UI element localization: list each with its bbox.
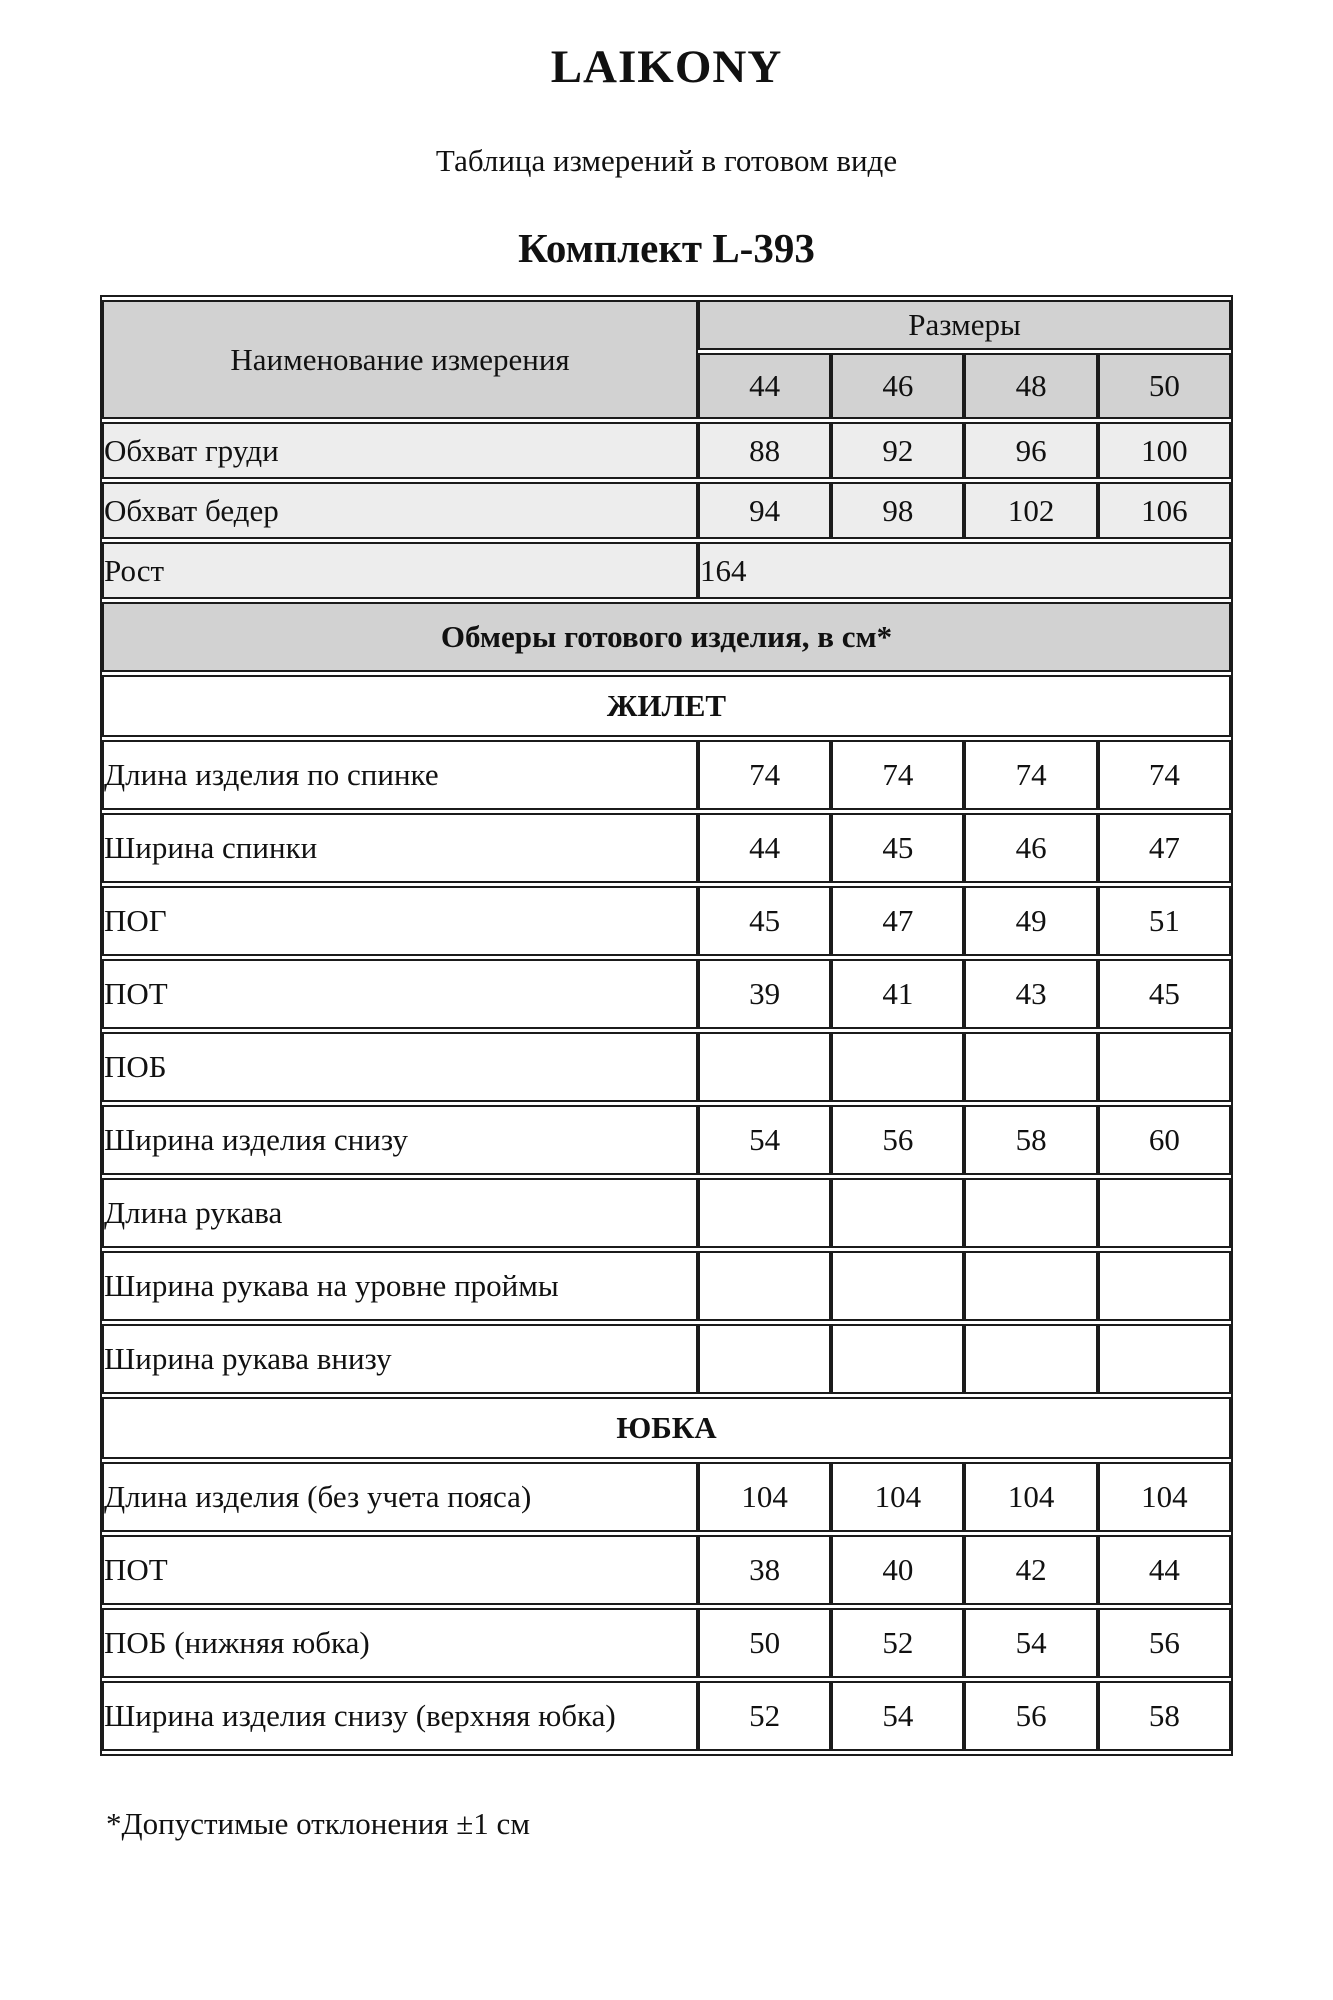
size-value [1098, 1324, 1231, 1394]
size-value [831, 1178, 964, 1248]
product-title: Комплект L-393 [518, 225, 815, 271]
size-value: 45 [698, 886, 831, 956]
section-row-vest [102, 675, 1231, 737]
size-value: 56 [964, 1681, 1097, 1751]
size-value: 58 [964, 1105, 1097, 1175]
table-row [102, 1535, 1231, 1605]
table-row [102, 1032, 1231, 1102]
size-value: 45 [1098, 959, 1231, 1029]
size-value [964, 1032, 1097, 1102]
size-value: 96 [964, 422, 1097, 479]
size-value: 42 [964, 1535, 1097, 1605]
size-value: 52 [831, 1608, 964, 1678]
size-value [831, 1324, 964, 1394]
row-label: ПОТ [102, 1535, 698, 1605]
size-value [831, 1032, 964, 1102]
row-label: Ширина изделия снизу (верхняя юбка) [102, 1681, 698, 1751]
table-row [102, 1251, 1231, 1321]
brand-title: LAIKONY [550, 41, 783, 93]
size-value [698, 1251, 831, 1321]
row-label: Обхват груди [102, 422, 698, 479]
merged-height-value: 164 [698, 542, 1231, 599]
table-row [102, 813, 1231, 883]
section-title: ЮБКА [102, 1397, 1231, 1459]
size-value: 104 [964, 1462, 1097, 1532]
row-label: ПОБ (нижняя юбка) [102, 1608, 698, 1678]
size-value: 98 [831, 482, 964, 539]
row-label: Длина рукава [102, 1178, 698, 1248]
size-value: 60 [1098, 1105, 1231, 1175]
size-value: 44 [698, 813, 831, 883]
size-value: 74 [831, 740, 964, 810]
row-label: Обхват бедер [102, 482, 698, 539]
size-value: 54 [698, 1105, 831, 1175]
row-label: Ширина изделия снизу [102, 1105, 698, 1175]
size-value: 54 [831, 1681, 964, 1751]
size-value: 52 [698, 1681, 831, 1751]
size-value: 51 [1098, 886, 1231, 956]
size-value: 106 [1098, 482, 1231, 539]
size-header-44: 44 [698, 353, 831, 419]
size-value [698, 1032, 831, 1102]
sizes-group-header: Размеры [698, 300, 1231, 350]
measurement-table [100, 295, 1233, 1756]
size-value: 47 [831, 886, 964, 956]
size-value: 45 [831, 813, 964, 883]
size-value: 41 [831, 959, 964, 1029]
size-value: 43 [964, 959, 1097, 1029]
size-value [831, 1251, 964, 1321]
size-header-46: 46 [831, 353, 964, 419]
table-row [102, 1178, 1231, 1248]
size-value [698, 1324, 831, 1394]
table-row [102, 1462, 1231, 1532]
name-column-header: Наименование измерения [102, 300, 698, 419]
size-value: 88 [698, 422, 831, 479]
table-row [102, 740, 1231, 810]
section-title: ЖИЛЕТ [102, 675, 1231, 737]
section-row-skirt [102, 1397, 1231, 1459]
size-value [964, 1324, 1097, 1394]
size-value: 49 [964, 886, 1097, 956]
tolerance-note: *Допустимые отклонения ±1 см [106, 1806, 530, 1841]
size-value [1098, 1032, 1231, 1102]
size-value: 46 [964, 813, 1097, 883]
size-value: 100 [1098, 422, 1231, 479]
size-value: 104 [698, 1462, 831, 1532]
size-value: 104 [1098, 1462, 1231, 1532]
size-value [698, 1178, 831, 1248]
size-value: 74 [1098, 740, 1231, 810]
row-label: Ширина спинки [102, 813, 698, 883]
section-row-finished-measurements [102, 602, 1231, 672]
size-value [1098, 1178, 1231, 1248]
size-value [1098, 1251, 1231, 1321]
table-row [102, 959, 1231, 1029]
row-label: Рост [102, 542, 698, 599]
table-row [102, 886, 1231, 956]
row-label: Длина изделия (без учета пояса) [102, 1462, 698, 1532]
size-value: 56 [831, 1105, 964, 1175]
row-label: Длина изделия по спинке [102, 740, 698, 810]
size-header-48: 48 [964, 353, 1097, 419]
size-value: 74 [698, 740, 831, 810]
size-header-50: 50 [1098, 353, 1231, 419]
size-value: 40 [831, 1535, 964, 1605]
row-label: ПОГ [102, 886, 698, 956]
table-row-height [102, 542, 1231, 599]
document-subtitle: Таблица измерений в готовом виде [435, 143, 898, 178]
size-value: 92 [831, 422, 964, 479]
size-value: 56 [1098, 1608, 1231, 1678]
table-row [102, 482, 1231, 539]
size-value: 74 [964, 740, 1097, 810]
table-row [102, 1105, 1231, 1175]
content-column [100, 0, 1233, 1842]
size-value: 50 [698, 1608, 831, 1678]
size-value: 104 [831, 1462, 964, 1532]
table-row [102, 1608, 1231, 1678]
size-value: 54 [964, 1608, 1097, 1678]
table-row [102, 422, 1231, 479]
size-value: 102 [964, 482, 1097, 539]
size-value: 58 [1098, 1681, 1231, 1751]
table-row [102, 1681, 1231, 1751]
size-value [964, 1178, 1097, 1248]
size-value: 44 [1098, 1535, 1231, 1605]
section-title: Обмеры готового изделия, в см* [102, 602, 1231, 672]
size-value: 38 [698, 1535, 831, 1605]
row-label: ПОБ [102, 1032, 698, 1102]
row-label: Ширина рукава на уровне проймы [102, 1251, 698, 1321]
row-label: Ширина рукава внизу [102, 1324, 698, 1394]
table-header-row-sizes [102, 300, 1231, 350]
size-value: 39 [698, 959, 831, 1029]
size-value: 94 [698, 482, 831, 539]
size-value [964, 1251, 1097, 1321]
table-row [102, 1324, 1231, 1394]
row-label: ПОТ [102, 959, 698, 1029]
size-value: 47 [1098, 813, 1231, 883]
